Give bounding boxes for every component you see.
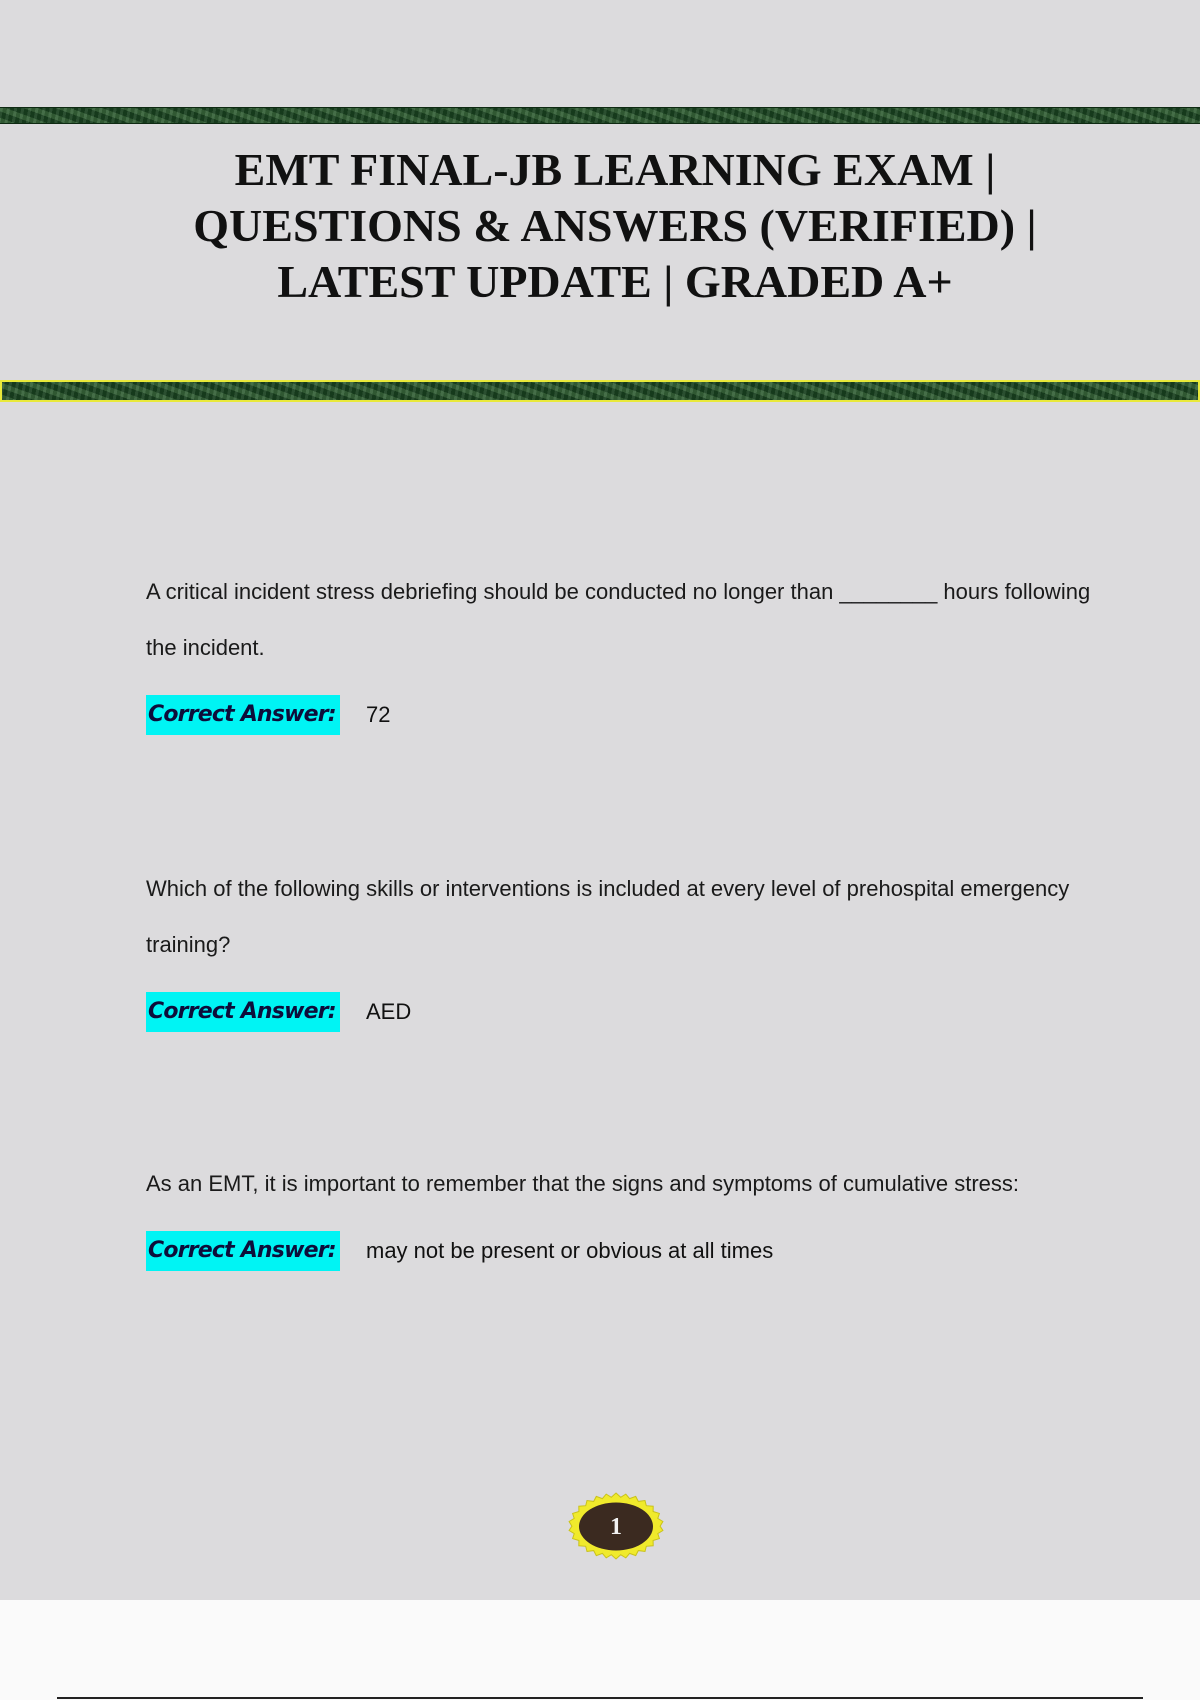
answer-row bbox=[146, 694, 1106, 736]
correct-answer-label: Correct Answer: bbox=[146, 1231, 340, 1271]
page-number: 1 bbox=[610, 1514, 622, 1540]
qa-item bbox=[146, 1156, 1106, 1272]
question-text: A critical incident stress debriefing should be conducted no longer than ________ hours following the incident. bbox=[146, 579, 1091, 660]
footer-divider bbox=[57, 1697, 1143, 1699]
correct-answer-label: Correct Answer: bbox=[146, 992, 340, 1032]
question-text: As an EMT, it is important to remember that the signs and symptoms of cumulative stress: bbox=[146, 1171, 1019, 1196]
qa-item bbox=[146, 861, 1106, 1033]
title-line: QUESTIONS & ANSWERS (VERIFIED) | bbox=[193, 200, 1037, 251]
document-title bbox=[60, 142, 1170, 310]
title-line: EMT FINAL-JB LEARNING EXAM | bbox=[234, 144, 996, 195]
qa-item bbox=[146, 564, 1106, 736]
question-text: Which of the following skills or interventions is included at every level of prehospital emergency training? bbox=[146, 876, 1070, 957]
answer-text: AED bbox=[366, 999, 412, 1024]
answer-text: may not be present or obvious at all times bbox=[366, 1238, 774, 1263]
answer-text: 72 bbox=[366, 702, 391, 727]
correct-answer-label: Correct Answer: bbox=[146, 695, 340, 735]
decorative-band-top bbox=[0, 107, 1200, 124]
answer-row bbox=[146, 991, 1106, 1033]
title-line: LATEST UPDATE | GRADED A+ bbox=[277, 256, 953, 307]
answer-row bbox=[146, 1230, 1106, 1272]
decorative-band-bottom bbox=[0, 380, 1200, 402]
